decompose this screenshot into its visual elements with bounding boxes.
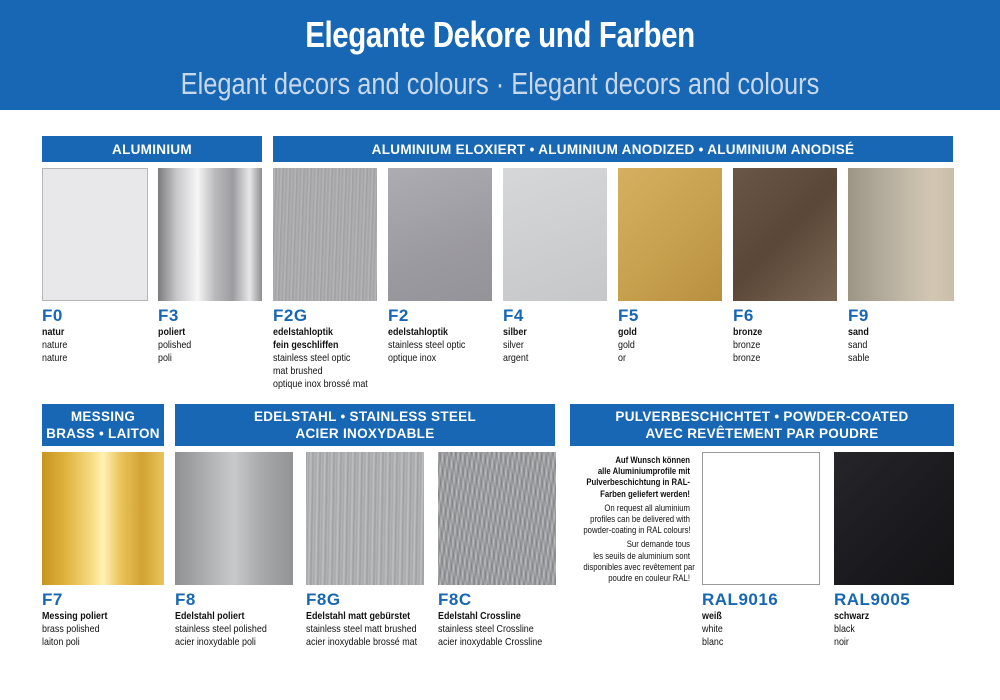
code-f8c: F8C <box>438 590 472 609</box>
code-f5: F5 <box>618 306 639 325</box>
swatch-f2 <box>388 168 492 301</box>
desc-f4: silber silver argent <box>503 326 529 364</box>
page-subtitle: Elegant decors and colours · Elegant decors and colours <box>180 66 820 101</box>
swatch-f4 <box>503 168 607 301</box>
code-f7: F7 <box>42 590 63 609</box>
powder-coating-note: Auf Wunsch können alle Aluminiumprofile mit Pulverbeschichtung in RAL- Farben geliefert werden! On request all aluminium profiles can be delivered with powder-coating in RAL colours! Sur demande tous les seuils de aluminium sont disponibles avec revêtement par poudre en couleur RAL! <box>583 455 695 584</box>
code-f8: F8 <box>175 590 196 609</box>
swatch-f8 <box>175 452 293 585</box>
code-ral9005: RAL9005 <box>834 590 911 609</box>
page-title: Elegante Dekore und Farben <box>305 14 695 55</box>
code-f3: F3 <box>158 306 179 325</box>
desc-f3: poliert polished poli <box>158 326 192 364</box>
section-header-brass: MESSING BRASS • LAITON <box>42 404 164 446</box>
code-f9: F9 <box>848 306 869 325</box>
swatch-f0 <box>42 168 148 301</box>
desc-f6: bronze bronze bronze <box>733 326 763 364</box>
swatch-f5 <box>618 168 722 301</box>
swatch-f7 <box>42 452 164 585</box>
section-header-stainless: EDELSTAHL • STAINLESS STEEL ACIER INOXYDABLE <box>175 404 555 446</box>
section-header-aluminium: ALUMINIUM <box>42 136 262 162</box>
desc-f8: Edelstahl poliert stainless steel polished acier inoxydable poli <box>175 610 267 648</box>
desc-f2: edelstahloptik stainless steel optic optique inox <box>388 326 466 364</box>
desc-f2g: edelstahloptik fein geschliffen stainless steel optic mat brushed optique inox brossé mat <box>273 326 368 390</box>
swatch-f3 <box>158 168 262 301</box>
desc-ral9016: weiß white blanc <box>702 610 724 648</box>
code-f8g: F8G <box>306 590 341 609</box>
code-ral9016: RAL9016 <box>702 590 779 609</box>
desc-f5: gold gold or <box>618 326 637 364</box>
desc-f7: Messing poliert brass polished laiton poli <box>42 610 108 648</box>
desc-f8g: Edelstahl matt gebürstet stainless steel matt brushed acier inoxydable brossé mat <box>306 610 418 648</box>
code-f0: F0 <box>42 306 63 325</box>
desc-f8c: Edelstahl Crossline stainless steel Crossline acier inoxydable Crossline <box>438 610 543 648</box>
swatch-ral9016 <box>702 452 820 585</box>
swatch-f6 <box>733 168 837 301</box>
swatch-ral9005 <box>834 452 954 585</box>
code-f4: F4 <box>503 306 524 325</box>
desc-f9: sand sand sable <box>848 326 870 364</box>
header-banner <box>0 0 1000 110</box>
swatch-f8c <box>438 452 556 585</box>
code-f2g: F2G <box>273 306 308 325</box>
swatch-f8g <box>306 452 424 585</box>
code-f2: F2 <box>388 306 409 325</box>
desc-ral9005: schwarz black noir <box>834 610 870 648</box>
swatch-f9 <box>848 168 954 301</box>
swatch-f2g <box>273 168 377 301</box>
desc-f0: natur nature nature <box>42 326 68 364</box>
section-header-anodized: ALUMINIUM ELOXIERT • ALUMINIUM ANODIZED • ALUMINIUM ANODISÉ <box>273 136 953 162</box>
section-header-powder: PULVERBESCHICHTET • POWDER-COATED AVEC REVÊTEMENT PAR POUDRE <box>570 404 954 446</box>
code-f6: F6 <box>733 306 754 325</box>
